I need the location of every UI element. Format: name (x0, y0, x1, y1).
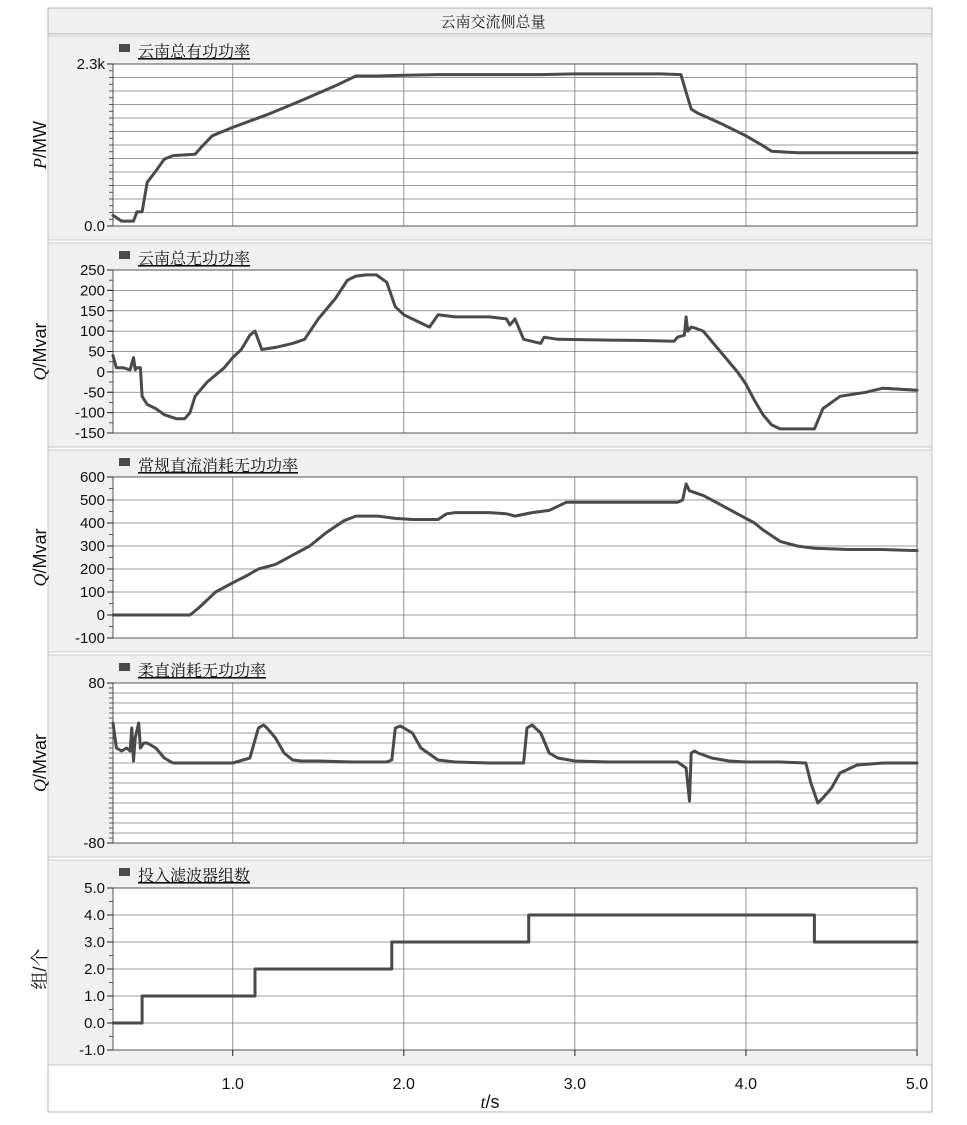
legend-label: 云南总无功功率 (138, 251, 251, 268)
y-tick-label: 100 (79, 584, 105, 601)
y-tick-label: 600 (79, 469, 105, 486)
y-tick-label: -150 (74, 425, 105, 442)
y-axis-label (30, 121, 50, 170)
y-axis-label-unit: /Mvar (30, 734, 50, 779)
panel-5 (30, 860, 932, 1093)
x-axis-label (480, 1092, 499, 1112)
y-tick-label: 0 (96, 363, 105, 381)
y-tick-label: 250 (79, 262, 105, 279)
figure-title: 云南交流侧总量 (440, 14, 546, 31)
legend-label: 常规直流消耗无功功率 (138, 458, 299, 475)
y-axis-label (30, 734, 50, 792)
legend-marker (119, 868, 130, 876)
y-tick-label: 0.0 (84, 218, 105, 235)
y-tick-label: -80 (83, 835, 105, 852)
panel-4 (30, 655, 932, 857)
y-tick-label: 200 (79, 561, 105, 578)
legend-label: 云南总有功功率 (138, 44, 251, 61)
y-axis-label: 组/个 (30, 948, 50, 990)
y-tick-label: 2.3k (76, 56, 105, 73)
legend-marker (119, 44, 130, 52)
y-axis-label-unit: /Mvar (30, 322, 50, 368)
y-axis-label-symbol: P (30, 157, 50, 169)
y-tick-label: -1.0 (79, 1042, 105, 1059)
y-tick-label: 80 (88, 675, 105, 692)
legend-marker (119, 458, 130, 466)
y-tick-label: 150 (79, 302, 105, 320)
y-tick-label: 400 (79, 515, 105, 532)
panel-3 (30, 450, 932, 652)
y-tick-label: 5.0 (84, 880, 105, 897)
x-tick-label: 1.0 (221, 1076, 244, 1093)
plot-area (113, 477, 917, 638)
y-tick-label: 3.0 (84, 934, 105, 951)
x-axis-label-unit: /s (485, 1092, 500, 1112)
y-axis-label (30, 528, 50, 586)
x-tick-label: 5.0 (905, 1076, 929, 1093)
x-tick-label: 4.0 (734, 1076, 758, 1093)
y-tick-label: -100 (74, 630, 105, 647)
y-tick-label: 0.0 (84, 1015, 105, 1032)
legend-label: 投入滤波器组数 (138, 868, 251, 885)
y-tick-label: 500 (79, 492, 105, 509)
y-axis-label-symbol: Q (30, 779, 50, 792)
y-axis-label-symbol: Q (30, 367, 50, 381)
y-tick-label: 200 (79, 282, 105, 300)
y-axis-label-symbol: Q (30, 573, 50, 587)
chart-panels (30, 36, 932, 1093)
legend-label: 柔直消耗无功功率 (138, 663, 267, 680)
panel-1 (30, 36, 932, 240)
y-axis-label (30, 322, 50, 380)
y-axis-label-unit: /Mvar (30, 528, 50, 574)
y-axis-label-unit: /MW (30, 121, 50, 158)
x-axis-label-symbol: t (480, 1092, 486, 1112)
y-tick-label: 50 (88, 343, 105, 361)
y-tick-label: 300 (79, 538, 105, 555)
legend-marker (119, 663, 130, 671)
y-tick-label: -50 (83, 384, 105, 402)
y-tick-label: 100 (79, 323, 105, 341)
x-tick-label: 3.0 (563, 1076, 586, 1093)
y-tick-label: 0 (96, 607, 105, 624)
panel-2 (30, 243, 932, 447)
y-tick-label: 1.0 (84, 988, 105, 1005)
y-tick-label: 2.0 (84, 961, 105, 978)
y-tick-label: -100 (74, 404, 105, 422)
y-tick-label: 4.0 (84, 907, 105, 924)
legend-marker (119, 251, 130, 259)
x-tick-label: 2.0 (392, 1076, 415, 1093)
